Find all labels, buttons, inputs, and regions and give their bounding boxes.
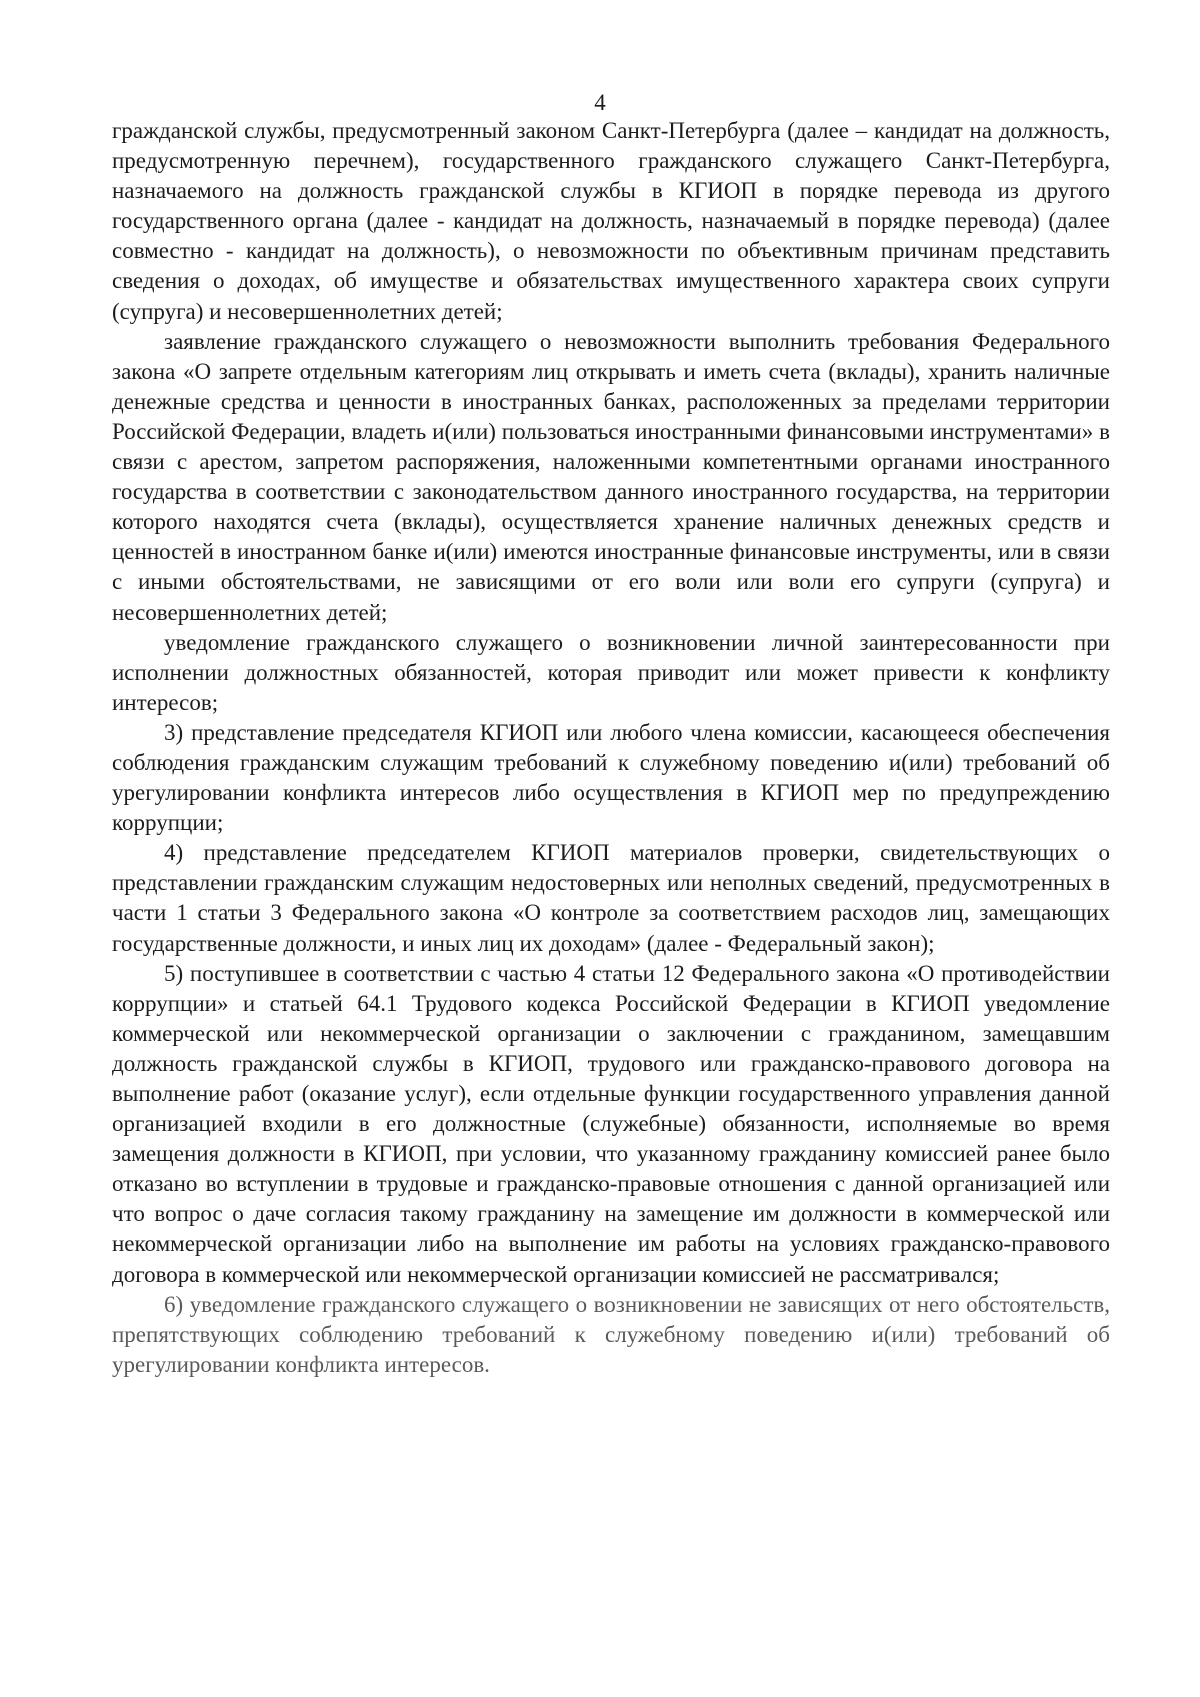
paragraph-notice-conflict-of-interest: уведомление гражданского служащего о возникновении личной заинтересованности при исполнении должностных обязанностей, которая приводит или может привести к конфликту интересов; xyxy=(112,629,1110,715)
paragraph-item-4: 4) представление председателем КГИОП материалов проверки, свидетельствующих о представлении гражданским служащим недостоверных или неполных сведений, предусмотренных в части 1 статьи 3 Федерального закона «О контроле за соответствием расходов лиц, замещающих государственные должности, и иных лиц их доходам» (далее - Федеральный закон); xyxy=(112,840,1110,956)
document-body xyxy=(112,116,1110,1380)
paragraph-item-5: 5) поступившее в соответствии с частью 4 статьи 12 Федерального закона «О противодействии коррупции» и статьей 64.1 Трудового кодекса Российской Федерации в КГИОП уведомление коммерческой или некоммерческой организации о заключении с гражданином, замещавшим должность гражданской службы в КГИОП, трудового или гражданско-правового договора на выполнение работ (оказание услуг), если отдельные функции государственного управления данной организацией входили в его должностные (служебные) обязанности, исполняемые во время замещения должности в КГИОП, при условии, что указанному гражданину комиссией ранее было отказано во вступлении в трудовые и гражданско-правовые отношения с данной организацией или что вопрос о даче согласия такому гражданину на замещение им должности в коммерческой или некоммерческой организации либо на выполнение им работы на условиях гражданско-правового договора в коммерческой или некоммерческой организации комиссией не рассматривался; xyxy=(112,960,1110,1287)
paragraph-item-6: 6) уведомление гражданского служащего о возникновении не зависящих от него обстоятельств, препятствующих соблюдению требований к служебному поведению и(или) требований об урегулировании конфликта интересов. xyxy=(112,1291,1110,1377)
paragraph-continuation: гражданской службы, предусмотренный законом Санкт-Петербурга (далее – кандидат на должность, предусмотренную перечнем), государственного гражданского служащего Санкт-Петербурга, назначаемого на должность гражданской службы в КГИОП в порядке перевода из другого государственного органа (далее - кандидат на должность, назначаемый в порядке перевода) (далее совместно - кандидат на должность), о невозможности по объективным причинам представить сведения о доходах, об имуществе и обязательствах имущественного характера своих супруги (супруга) и несовершеннолетних детей; xyxy=(112,118,1110,324)
paragraph-statement-foreign-accounts: заявление гражданского служащего о невозможности выполнить требования Федерального закона «О запрете отдельным категориям лиц открывать и иметь счета (вклады), хранить наличные денежные средства и ценности в иностранных банках, расположенных за пределами территории Российской Федерации, владеть и(или) пользоваться иностранными финансовыми инструментами» в связи с арестом, запретом распоряжения, наложенными компетентными органами иностранного государства в соответствии с законодательством данного иностранного государства, на территории которого находятся счета (вклады), осуществляется хранение наличных денежных средств и ценностей в иностранном банке и(или) имеются иностранные финансовые инструменты, или в связи с иными обстоятельствами, не зависящими от его воли или воли его супруги (супруга) и несовершеннолетних детей; xyxy=(112,328,1110,625)
paragraph-item-3: 3) представление председателя КГИОП или любого члена комиссии, касающееся обеспечения соблюдения гражданским служащим требований к служебному поведению и(или) требований об урегулировании конфликта интересов либо осуществления в КГИОП мер по предупреждению коррупции; xyxy=(112,719,1110,836)
page-number: 4 xyxy=(594,90,606,115)
